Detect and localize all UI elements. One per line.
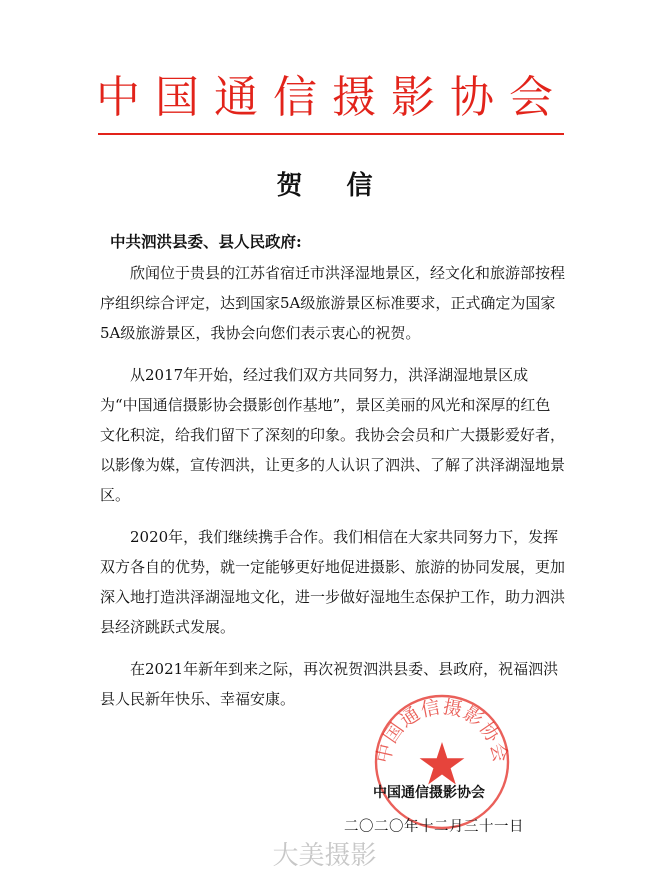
signature-date: 二〇二〇年十二月三十一日 (344, 819, 524, 835)
document-title: 贺信 (276, 171, 417, 201)
letter-body (100, 258, 565, 726)
seal-text: 中国通信摄影协会 (372, 696, 512, 766)
letterhead-red-rule (98, 133, 564, 135)
letter-paragraph: 从2017年开始，经过我们双方共同努力，洪泽湖湿地景区成为“中国通信摄影协会摄影创作基地”，景区美丽的风光和深厚的红色文化积淀，给我们留下了深刻的印象。我协会会员和广大摄影爱好者，以影像为媒，宣传泗洪，让更多的人认识了泗洪、了解了洪泽湖湿地景区。 (100, 366, 566, 504)
watermark-text: 大美摄影 (272, 841, 377, 871)
letter-paragraph: 在2021年新年到来之际，再次祝贺泗洪县委、县政府，祝福泗洪县人民新年快乐、幸福安康。 (100, 660, 559, 708)
official-seal (372, 692, 512, 832)
star-icon (420, 742, 465, 785)
letter-paragraph: 欣闻位于贵县的江苏省宿迁市洪泽湿地景区，经文化和旅游部按程序组织综合评定，达到国家5A级旅游景区标准要求，正式确定为国家5A级旅游景区，我协会向您们表示衷心的祝贺。 (100, 264, 566, 342)
signature-org: 中国通信摄影协会 (373, 785, 485, 801)
salutation: 中共泗洪县委、县人民政府: (110, 232, 302, 251)
letter-paragraph: 2020年，我们继续携手合作。我们相信在大家共同努力下，发挥双方各自的优势，就一定能够更好地促进摄影、旅游的协同发展，更加深入地打造洪泽湖湿地文化，进一步做好湿地生态保护工作，助力泗洪县经济跳跃式发展。 (100, 528, 566, 636)
letterhead-org-name: 中国通信摄影协会 (96, 72, 568, 123)
